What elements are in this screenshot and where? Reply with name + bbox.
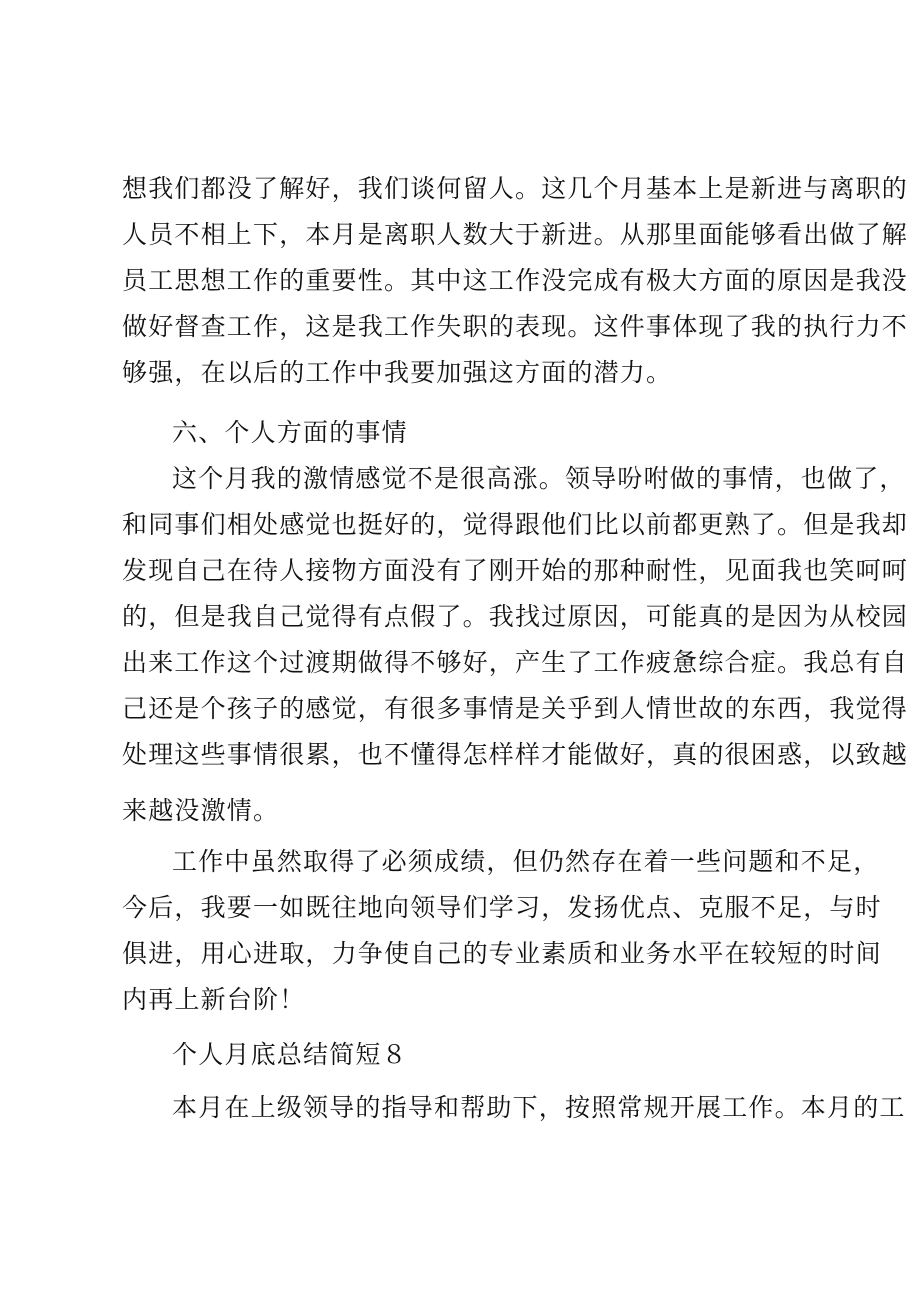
section-heading: 六、个人方面的事情 [172, 418, 408, 447]
paragraph-line: 本月在上级领导的指导和帮助下，按照常规开展工作。本月的工 [172, 1093, 906, 1122]
paragraph-line: 出来工作这个过渡期做得不够好，产生了工作疲惫综合症。我总有自 [122, 648, 909, 677]
paragraph-line: 员工思想工作的重要性。其中这工作没完成有极大方面的原因是我没 [122, 266, 909, 295]
paragraph-line: 和同事们相处感觉也挺好的，觉得跟他们比以前都更熟了。但是我却 [122, 510, 909, 539]
paragraph-line: 做好督查工作，这是我工作失职的表现。这件事体现了我的执行力不 [122, 312, 909, 341]
paragraph-line: 俱进，用心进取，力争使自己的专业素质和业务水平在较短的时间 [122, 939, 882, 968]
paragraph-line: 这个月我的激情感觉不是很高涨。领导吩咐做的事情，也做了， [172, 464, 906, 493]
paragraph-line: 今后，我要一如既往地向领导们学习，发扬优点、克服不足，与时 [122, 893, 882, 922]
paragraph-line: 的，但是我自己觉得有点假了。我找过原因，可能真的是因为从校园 [122, 602, 909, 631]
paragraph-line: 己还是个孩子的感觉，有很多事情是关乎到人情世故的东西，我觉得 [122, 694, 909, 723]
paragraph-line: 想我们都没了解好，我们谈何留人。这几个月基本上是新进与离职的 [122, 174, 909, 203]
paragraph-line: 发现自己在待人接物方面没有了刚开始的那种耐性，见面我也笑呵呵 [122, 556, 909, 585]
paragraph-line: 来越没激情。 [122, 796, 280, 825]
paragraph-line: 处理这些事情很累，也不懂得怎样样才能做好，真的很困惑，以致越 [122, 740, 909, 769]
section-heading: 个人月底总结简短８ [172, 1040, 408, 1069]
paragraph-line: 内再上新台阶！ [122, 985, 306, 1014]
paragraph-line: 够强，在以后的工作中我要加强这方面的潜力。 [122, 358, 673, 387]
paragraph-line: 工作中虽然取得了必须成绩，但仍然存在着一些问题和不足， [172, 847, 880, 876]
paragraph-line: 人员不相上下，本月是离职人数大于新进。从那里面能够看出做了解 [122, 220, 909, 249]
